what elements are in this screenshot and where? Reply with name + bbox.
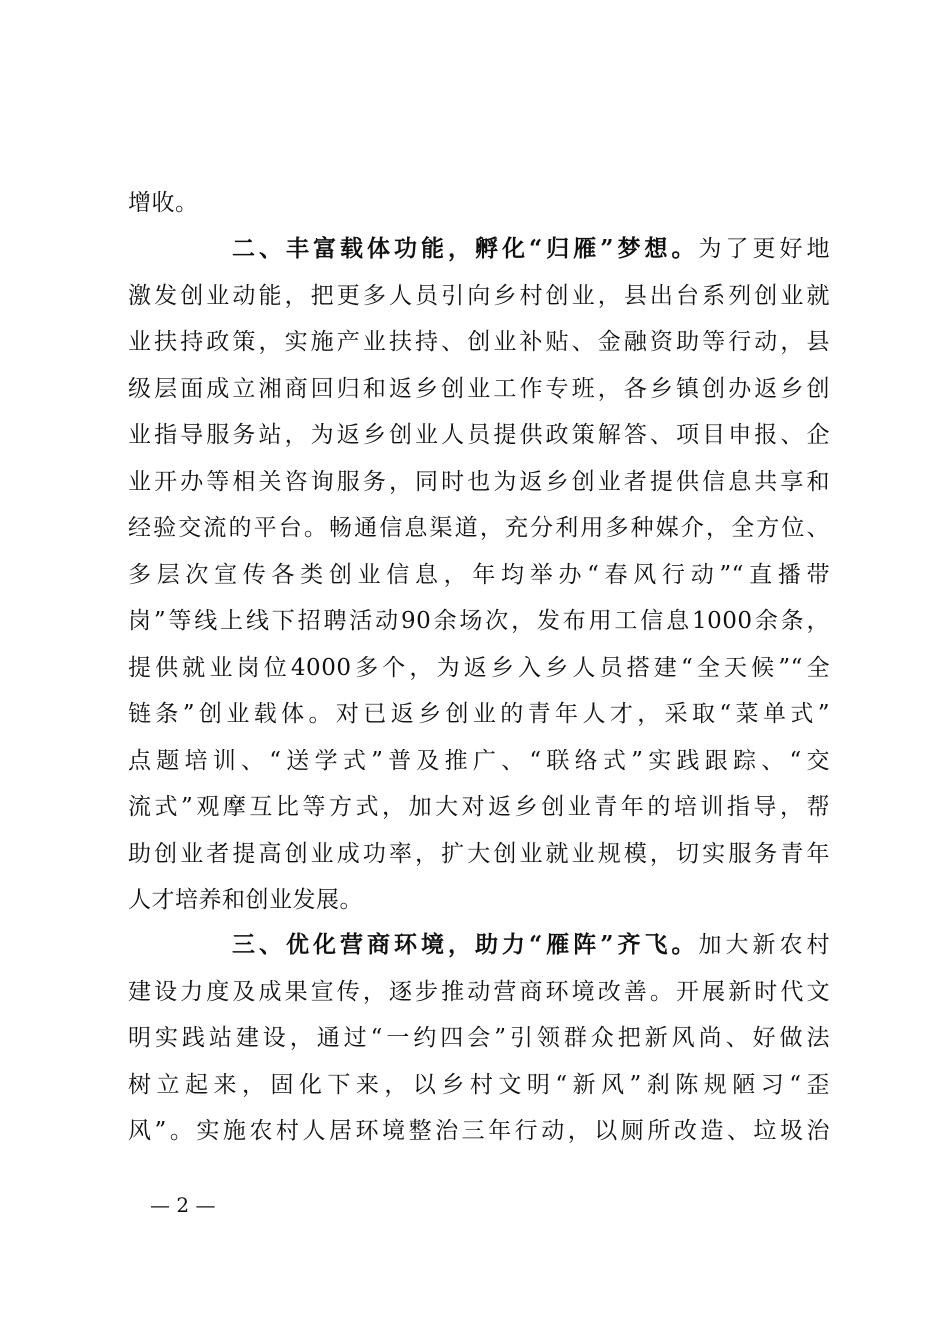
text-line-19: 明实践站建设，通过“一约四会”引领群众把新风尚、好做法 xyxy=(128,1025,830,1051)
text-line-1: 增收。 xyxy=(128,190,199,216)
text-line-5: 级层面成立湘商回归和返乡创业工作专班，各乡镇创办返乡创 xyxy=(128,376,830,402)
section-heading-2: 二、丰富载体功能，孵化“归雁”梦想。 xyxy=(232,235,699,262)
text-line-2: 二、丰富载体功能，孵化“归雁”梦想。为了更好地 xyxy=(232,235,831,262)
text-line-16: 人才培养和创业发展。 xyxy=(128,887,363,913)
text-line-6: 业指导服务站，为返乡创业人员提供政策解答、项目申报、企 xyxy=(128,422,830,448)
text-line-18: 建设力度及成果宣传，逐步推动营商环境改善。开展新时代文 xyxy=(128,979,830,1005)
text-line-21: 风”。实施农村人居环境整治三年行动，以厕所改造、垃圾治 xyxy=(128,1118,830,1144)
text-line-10: 岗”等线上线下招聘活动90余场次，发布用工信息1000余条， xyxy=(128,608,830,634)
text-line-15: 助创业者提高创业成功率，扩大创业就业规模，切实服务青年 xyxy=(128,841,830,867)
text-line-17: 三、优化营商环境，助力“雁阵”齐飞。加大新农村 xyxy=(232,931,831,958)
text-line-12: 链条”创业载体。对已返乡创业的青年人才，采取“菜单式” xyxy=(128,701,830,727)
text-line-13: 点题培训、“送学式”普及推广、“联络式”实践跟踪、“交 xyxy=(128,748,830,774)
page-number: — 2 — xyxy=(150,1193,216,1217)
text-line-9: 多层次宣传各类创业信息，年均举办“春风行动”“直播带 xyxy=(128,562,830,588)
text-line-14: 流式”观摩互比等方式，加大对返乡创业青年的培训指导，帮 xyxy=(128,794,830,820)
section-heading-3: 三、优化营商环境，助力“雁阵”齐飞。 xyxy=(232,931,699,958)
text-line-11: 提供就业岗位4000多个，为返乡入乡人员搭建“全天候”“全 xyxy=(128,655,830,681)
text-line-4: 业扶持政策，实施产业扶持、创业补贴、金融资助等行动，县 xyxy=(128,329,830,355)
text-line-7: 业开办等相关咨询服务，同时也为返乡创业者提供信息共享和 xyxy=(128,469,830,495)
text-line-3: 激发创业动能，把更多人员引向乡村创业，县出台系列创业就 xyxy=(128,283,830,309)
text-line-20: 树立起来，固化下来，以乡村文明“新风”刹陈规陋习“歪 xyxy=(128,1072,830,1098)
text-line-8: 经验交流的平台。畅通信息渠道，充分利用多种媒介，全方位、 xyxy=(128,515,830,541)
